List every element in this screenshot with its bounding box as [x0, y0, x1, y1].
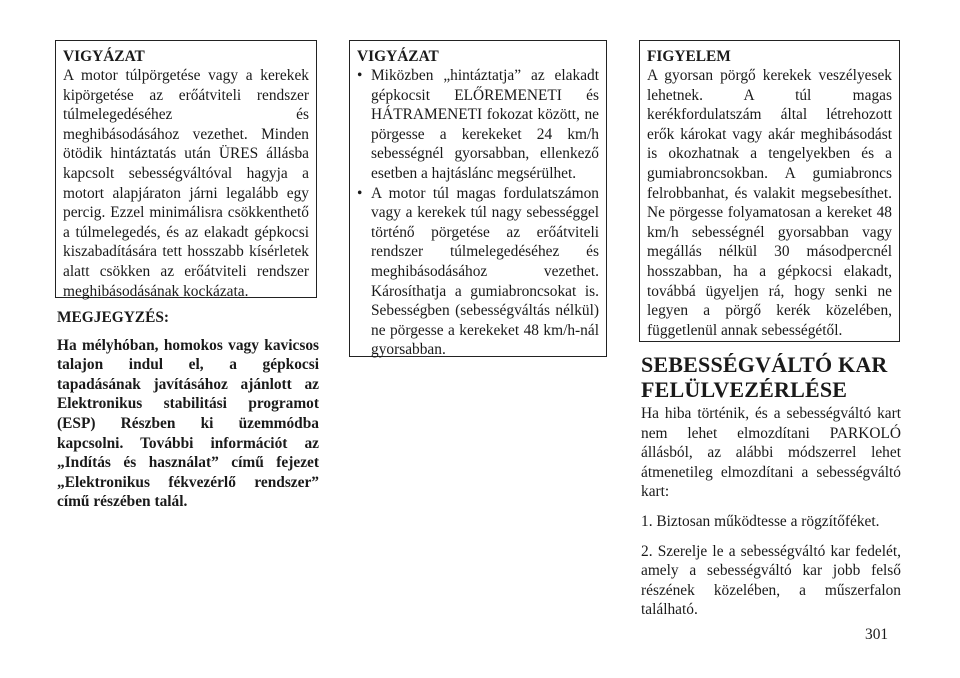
- section-intro: Ha hiba történik, és a sebességváltó kart nem lehet elmozdítani PARKOLÓ állásból, az alábbi módszerrel lehet átmenetileg elmozdítani a sebességváltó kart:: [641, 405, 901, 501]
- caution-text: A gyorsan pörgő kerekek veszélyesek lehetnek. A túl magas kerékfordulatszám által létrehozott erők károkat vagy akár meghibásodást is okozhatnak a tengelyekben és a gumiabroncsokban. A gumiabroncs felrobbanhat, és valakit megsebesíthet. Ne pörgesse folyamatosan a kereket 48 km/h sebességnél gyorsabban vagy megállás nélkül 30 másodpercnél hosszabban, ha a gépkocsi elakadt, továbbá ügyeljen rá, hogy senki ne legyen a pörgő kerék közelében, függetlenül annak sebességétől.: [647, 67, 892, 339]
- section-gear-lever-override: [641, 352, 901, 620]
- note-block: [57, 308, 319, 512]
- section-step: 2. Szerelje le a sebességváltó kar fedelét, amely a sebességváltó kar jobb felső részének közelében, a műszerfalon található.: [641, 542, 901, 619]
- caution-box-right: [639, 40, 900, 342]
- section-heading: SEBESSÉGVÁLTÓ KAR FELÜLVEZÉRLÉSE: [641, 352, 888, 402]
- warning-bullet: • A motor túl magas fordulatszámon vagy a kerekek túl nagy sebességgel történő pörgetése az erőátviteli rendszer túlmelegedéséhez és meghibásodásához vezethet. Károsíthatja a gumiabroncsokat is. Sebességben (sebességváltás nélkül) ne pörgesse a kerekeket 48 km/h-nál gyorsabban.: [357, 184, 599, 360]
- warning-box-middle: [349, 40, 607, 357]
- note-text: Ha mélyhóban, homokos vagy kavicsos talajon indul el, a gépkocsi tapadásának javításához ajánlott az Elektronikus stabilitási programot (ESP) Részben ki üzemmódba kapcsolni. További információt az „Indítás és használat” című fejezet „Elektronikus fékvezérlő rendszer” című részében talál.: [57, 336, 319, 511]
- warning-bullet-list: [357, 66, 599, 360]
- page-number: 301: [865, 626, 889, 643]
- note-title: MEGJEGYZÉS:: [57, 309, 170, 326]
- warning-text: A motor túlpörgetése vagy a kerekek kipörgetése az erőátviteli rendszer túlmelegedéséhez és meghibásodásához vezethet. Minden ötödik hintáztatás után ÜRES állásba kapcsolt sebességváltóval hagyja a motort alapjáraton járni legalább egy percig. Ezzel minimálisra csökkenthető a túlmelegedés, és az elakadt gépkocsi kiszabadítására tett hosszabb kísérletek alatt csökken az erőátviteli rendszer meghibásodásának kockázata.: [63, 67, 309, 300]
- section-step: 1. Biztosan működtesse a rögzítőféket.: [641, 512, 880, 530]
- caution-title: FIGYELEM: [647, 48, 731, 65]
- warning-box-left: [55, 40, 317, 298]
- warning-title: VIGYÁZAT: [63, 48, 145, 65]
- warning-bullet: • Miközben „hintáztatja” az elakadt gépkocsit ELŐREMENETI és HÁTRAMENETI fokozat között, ne pörgesse a kerekeket 24 km/h sebességnél gyorsabban, ellenkező esetben a hajtáslánc megsérülhet.: [357, 66, 599, 184]
- warning-title: VIGYÁZAT: [357, 48, 439, 65]
